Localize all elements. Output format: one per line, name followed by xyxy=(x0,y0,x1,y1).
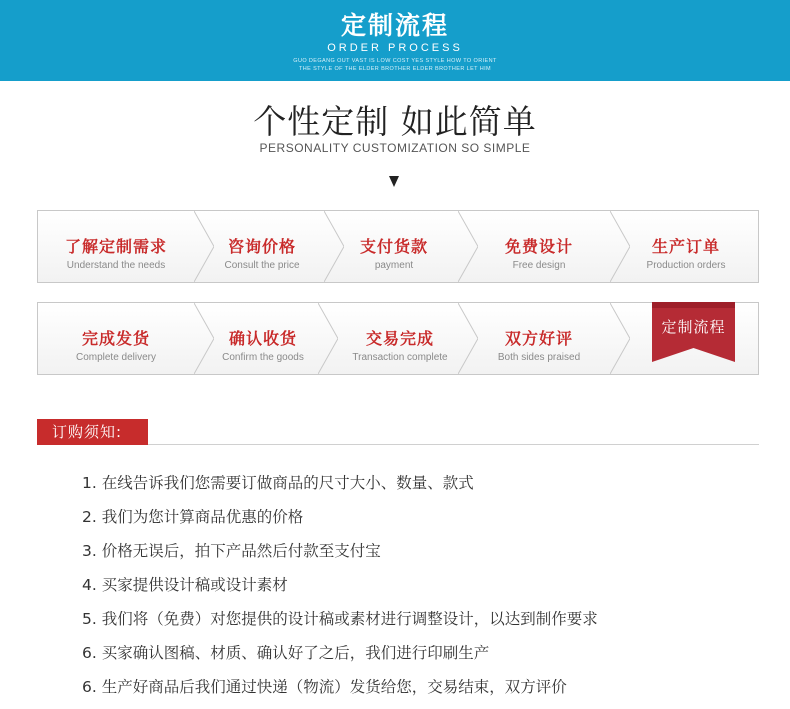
process-row-1 xyxy=(37,210,759,283)
process-step xyxy=(474,211,604,282)
process-step xyxy=(38,211,194,282)
notice-list xyxy=(82,470,598,708)
banner-tagline-2: THE STYLE OF THE ELDER BROTHER ELDER BROTHER LET HIM xyxy=(298,66,492,72)
down-arrow-icon xyxy=(389,176,399,187)
step-subtitle: Both sides praised xyxy=(497,352,581,363)
step-subtitle: Consult the price xyxy=(224,260,300,271)
page-subheadline: PERSONALITY CUSTOMIZATION SO SIMPLE xyxy=(259,141,531,155)
step-subtitle: Transaction complete xyxy=(352,352,448,363)
chevron-right-icon xyxy=(610,211,630,282)
step-subtitle: Understand the needs xyxy=(66,260,166,271)
ribbon-label: 定制流程 xyxy=(661,318,726,336)
chevron-right-icon xyxy=(610,303,630,374)
banner-tagline-1: GUO DEGANG OUT VAST IS LOW COST YES STYLE HOW TO ORIENT xyxy=(293,58,497,64)
list-item: 6. 生产好商品后我们通过快递（物流）发货给您，交易结束，双方评价 xyxy=(82,678,567,696)
step-subtitle: Complete delivery xyxy=(75,352,157,363)
step-subtitle: payment xyxy=(374,260,414,271)
list-item: 4. 买家提供设计稿或设计素材 xyxy=(82,576,288,594)
step-title: 免费设计 xyxy=(504,237,573,256)
process-step xyxy=(628,211,744,282)
list-item: 1. 在线告诉我们您需要订做商品的尺寸大小、数量、款式 xyxy=(82,474,474,492)
process-step xyxy=(474,303,604,374)
process-step xyxy=(202,211,322,282)
step-title: 交易完成 xyxy=(365,329,434,348)
step-title: 支付货款 xyxy=(359,237,428,256)
process-row-2 xyxy=(37,302,759,375)
notice-title: 订购须知: xyxy=(37,419,148,445)
step-title: 生产订单 xyxy=(651,237,720,256)
list-item: 2. 我们为您计算商品优惠的价格 xyxy=(82,508,304,526)
list-item: 5. 我们将（免费）对您提供的设计稿或素材进行调整设计，以达到制作要求 xyxy=(82,610,598,628)
list-item: 6. 买家确认图稿、材质、确认好了之后，我们进行印刷生产 xyxy=(82,644,490,662)
step-subtitle: Free design xyxy=(512,260,566,271)
process-step xyxy=(334,211,454,282)
step-subtitle: Production orders xyxy=(646,260,726,271)
page-headline: 个性定制 如此简单 xyxy=(253,102,537,141)
step-title: 确认收货 xyxy=(228,329,297,348)
step-subtitle: Confirm the goods xyxy=(222,352,304,363)
step-title: 双方好评 xyxy=(504,329,573,348)
banner-title: 定制流程 xyxy=(340,11,449,40)
list-item: 3. 价格无误后，拍下产品然后付款至支付宝 xyxy=(82,542,381,560)
process-step xyxy=(334,303,466,374)
process-step xyxy=(204,303,322,374)
header-banner xyxy=(0,0,790,81)
step-title: 完成发货 xyxy=(81,329,150,348)
banner-subtitle: ORDER PROCESS xyxy=(327,42,463,54)
step-title: 咨询价格 xyxy=(227,237,296,256)
step-title: 了解定制需求 xyxy=(64,237,167,256)
process-step xyxy=(38,303,194,374)
